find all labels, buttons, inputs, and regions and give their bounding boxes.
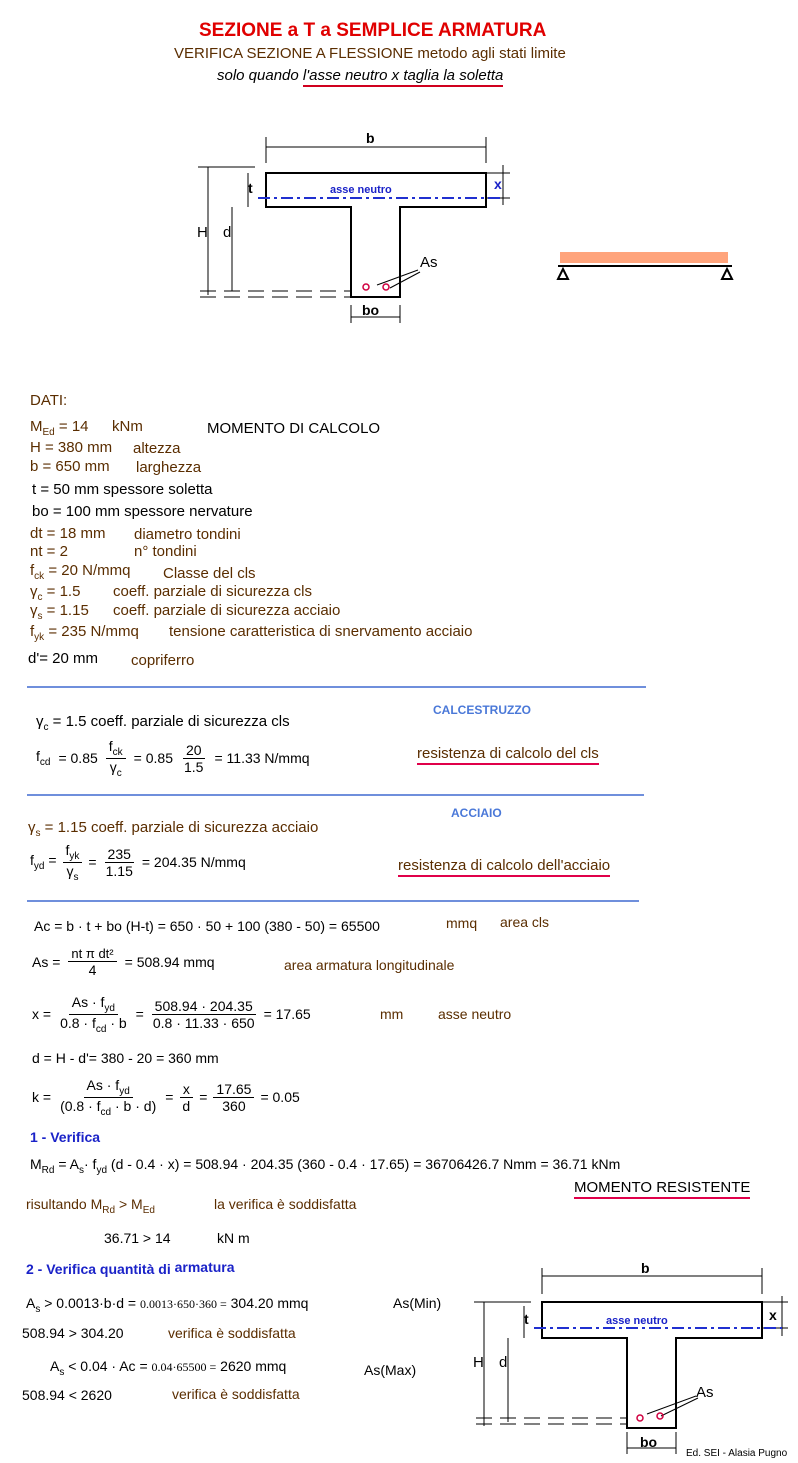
asmax-check-values: 508.94 < 2620 [22,1387,112,1403]
asmax-expr: < 0.04 · Ac = [64,1358,152,1374]
cls-gc-symbol: γ [36,713,44,730]
label-d-2: d [499,1354,508,1371]
dati-bo: bo = 100 mm spessore nervature [32,503,253,520]
verifica2-heading-a: 2 - Verifica quantità di [26,1261,175,1277]
verifica2-heading-b: armatura [174,1259,235,1275]
x-f1-den-text: 0.8 · f [60,1014,96,1031]
fyd-f1-num-sym: f [65,842,70,858]
fyk-value: = 235 [44,623,87,640]
med-sub: Ed [42,427,55,438]
mrd-expr3: (d - 0.4 · x) = 508.94 · 204.35 (360 - 0.4 · 17.65) = 36706426.7 Nmm = 36.71 kNm [107,1156,621,1172]
x-result: = 17.65 [263,1006,311,1023]
gs-symbol: γ [30,602,38,619]
cls-gc-sub: c [43,722,49,733]
label-As-2: As [696,1384,714,1401]
frac1-num-sub: ck [112,746,123,758]
dati-fck [30,562,130,582]
risultando-sub2: Ed [142,1204,155,1216]
dati-heading: DATI: [30,392,68,409]
k-formula [32,1077,300,1118]
ac-desc: area cls [500,914,550,930]
divider-1 [27,686,646,688]
cls-fcd-formula [36,738,310,779]
as-frac-den: 4 [88,962,97,978]
fyd-sub: yd [33,861,45,873]
page-note [217,67,503,84]
note-prefix: solo quando [217,67,303,84]
divider-3 [27,900,639,902]
dati-dp-desc: copriferro [131,652,195,669]
cls-heading: CALCESTRUZZO [433,703,531,717]
gs-value: = 1.15 [42,602,89,619]
x-f1-den-tail: · b [106,1014,127,1031]
fcd-eq1: = 0.85 [58,750,98,767]
fyd-eq: = [88,854,97,871]
asmax-lhs: A [50,1358,60,1374]
frac1-den-sub: c [116,767,122,779]
k-f1-num-text: As · f [86,1077,120,1093]
ac-formula: Ac = b · t + bo (H-t) = 650 · 50 + 100 (380 - 50) = 65500 [34,918,380,934]
as-lhs: As = [32,954,61,970]
k-eq1: = [165,1089,174,1106]
fyd-lhs: $f_{yd}$ = [30,852,57,873]
fck-symbol: f [30,562,35,579]
frac1-num-sym: f [108,738,113,754]
x-formula [32,994,311,1035]
x-unit: mm [380,1006,404,1022]
asmax-sub: s [59,1366,65,1378]
mrd-formula [30,1156,620,1176]
asmin-check: verifica è soddisfatta [168,1325,296,1341]
x-f1-num-sub: yd [104,1002,115,1014]
fyd-frac1-num [63,842,83,863]
label-bo: bo [362,302,380,318]
fyd-f1-den-sub: s [73,871,79,883]
fcd-frac1-num [106,738,126,759]
fyd-frac1 [63,842,83,883]
dati-dt: dt = 18 mm [30,525,106,542]
asmin-tag: As(Min) [393,1295,442,1311]
mrd-expr2: · f [84,1156,97,1172]
label-b-2: b [641,1260,650,1276]
t-section-diagram-top [190,125,530,325]
k-f1-den-text: (0.8 · f [60,1097,101,1114]
fyd-frac2 [103,846,136,879]
gs-desc: coeff. parziale di sicurezza acciaio [113,602,341,619]
asmax-result: 2620 mmq [216,1358,287,1374]
d-formula: d = H - d'= 380 - 20 = 360 mm [32,1050,219,1066]
fyd-result: = 204.35 N/mmq [141,854,246,871]
k-frac3-den: 360 [222,1097,246,1114]
gc-value: = 1.5 [42,583,81,600]
label-neutral-axis: asse neutro [330,184,392,196]
verifica1-heading: 1 - Verifica [30,1129,101,1145]
x-f1-num-text: As · f [71,994,105,1010]
dati-dt-desc: diametro tondini [134,526,241,543]
x-eq: = [135,1006,144,1023]
ac-unit: mmq [446,915,478,931]
label-x: x [494,176,502,192]
acc-gs-sub: s [35,828,41,839]
asmin-expr: > 0.0013·b·d = [40,1295,140,1311]
fcd-lhs [36,748,50,768]
dati-gs [30,602,89,622]
acc-gs-symbol: γ [28,819,36,836]
x-frac2-num: 508.94 · 204.35 [152,998,256,1015]
asmin-small: 0.0013·650·360 = [139,1297,227,1311]
dati-nt: nt = 2 [30,543,68,560]
dati-nt-desc: n° tondini [134,543,197,560]
fcd-result: = 11.33 N/mmq [214,750,310,767]
beam-load-area [560,252,728,263]
risultando-sub1: Rd [102,1204,116,1216]
x-desc: asse neutro [438,1006,512,1022]
compare-unit: kN m [217,1230,250,1246]
compare-values: 36.71 > 14 [104,1230,171,1246]
mrd-as-sub: s [79,1164,84,1176]
verifica2-heading [26,1261,235,1277]
med-desc: MOMENTO DI CALCOLO [207,420,381,437]
mrd-expr: = A [54,1156,79,1172]
fcd-frac2 [181,742,206,775]
asmin-lhs: A [26,1295,36,1311]
cls-label-text: resistenza di calcolo del cls [417,745,599,765]
k-frac1-num [84,1077,133,1098]
label-H-2: H [473,1354,484,1371]
label-d: d [223,224,232,241]
risultando-line [26,1196,155,1216]
fyk-unit: N/mmq [90,623,139,640]
k-frac3-num: 17.65 [213,1081,254,1098]
k-frac1 [57,1077,159,1118]
k-lhs: k = [32,1089,52,1106]
acciaio-label [398,857,610,874]
divider-2 [27,794,644,796]
fcd-symbol: f [36,748,40,765]
mrd-symbol: M [30,1156,42,1172]
fyd-frac2-num: 235 [105,846,134,863]
mrd-fyd-sub: yd [96,1164,108,1176]
fyk-symbol: f [30,623,35,640]
dati-gc [30,583,80,603]
as-frac-num: nt π dt² [68,946,116,962]
asmax-check: verifica è soddisfatta [172,1386,300,1402]
label-H: H [197,224,208,241]
fck-value: = 20 [44,562,78,579]
dati-H-desc: altezza [133,440,181,457]
label-x-2: x [769,1307,777,1323]
fyd-frac2-den: 1.15 [105,862,133,879]
dati-dp: d'= 20 mm [28,650,98,667]
gc-sub: c [37,592,43,603]
mrd-sub: Rd [41,1164,55,1176]
as-formula [32,946,215,978]
gc-symbol: γ [30,583,38,600]
asmax-formula [50,1358,286,1378]
x-frac1-num [69,994,118,1015]
med-unit: kNm [112,418,143,435]
frac1-den-sym: γ [109,758,117,775]
note-underlined: l'asse neutro x taglia la soletta [303,67,503,87]
page-subtitle: VERIFICA SEZIONE A FLESSIONE metodo agli stati limite [174,45,566,62]
fyk-desc: tensione caratteristica di snervamento acciaio [169,623,473,640]
fcd-frac1 [106,738,126,779]
fcd-eq2: = 0.85 [133,750,173,767]
fck-desc: Classe del cls [163,565,256,582]
fyd-frac1-den [63,863,81,883]
dati-H: H = 380 mm [30,439,113,456]
fcd-frac2-den: 1.5 [184,758,204,775]
label-t: t [248,180,253,196]
fyd-symbol: f [30,852,34,869]
k-result: = 0.05 [260,1089,300,1106]
med-value: = 14 [58,418,89,435]
k-frac2-num: x [180,1081,193,1098]
mrd-label-text: MOMENTO RESISTENTE [574,1179,750,1199]
label-b: b [366,130,375,146]
t-section-diagram-bottom [466,1256,796,1456]
dati-b: b = 650 mm [30,458,110,475]
acc-gs-text: = 1.15 coeff. parziale di sicurezza acciaio [40,819,319,836]
dati-b-desc: larghezza [136,459,202,476]
label-neutral-axis-2: asse neutro [606,1315,668,1327]
footer-credit: Ed. SEI - Alasia Pugno [686,1448,788,1459]
cls-gc-line [36,713,290,733]
risultando-mid: > M [115,1196,143,1212]
k-f1-den-sub: cd [100,1106,112,1118]
as-frac [68,946,116,978]
k-f1-num-sub: yd [119,1085,130,1097]
fyd-f1-num-sub: yk [69,850,80,862]
asmin-result: 304.20 mmq [226,1295,309,1311]
k-frac2 [179,1081,193,1114]
cls-gc-text: = 1.5 coeff. parziale di sicurezza cls [48,713,290,730]
k-frac1-den [57,1098,159,1118]
beam-schematic [550,245,740,285]
acciaio-label-text: resistenza di calcolo dell'acciaio [398,857,610,877]
page-title: SEZIONE a T a SEMPLICE ARMATURA [199,20,547,41]
asmax-small: 0.04·65500 = [151,1360,217,1374]
as-desc: area armatura longitudinale [284,957,455,973]
risultando-text: risultando M [26,1196,103,1212]
label-t-2: t [524,1311,529,1327]
asmin-formula [26,1295,308,1315]
support-right-icon [722,269,732,279]
gc-desc: coeff. parziale di sicurezza cls [113,583,312,600]
k-f1-den-tail: · b · d) [111,1097,157,1114]
x-frac1-den [57,1015,130,1035]
k-frac2-den: d [182,1097,191,1114]
dati-t: t = 50 mm spessore soletta [32,481,213,498]
acciaio-heading: ACCIAIO [451,806,502,820]
dati-med [30,418,89,438]
label-bo-2: bo [640,1434,658,1450]
asmax-tag: As(Max) [364,1362,417,1378]
k-frac3 [213,1081,254,1114]
fyd-f1-den-sym: γ [66,862,74,879]
gs-sub: s [37,611,43,622]
label-As: As [420,254,438,271]
x-frac2-den: 0.8 · 11.33 · 650 [152,1014,255,1031]
risultando-desc: la verifica è soddisfatta [214,1196,357,1212]
asmin-check-values: 508.94 > 304.20 [22,1325,124,1341]
cls-label [417,745,599,762]
support-left-icon [558,269,568,279]
dati-fyk [30,623,139,643]
med-symbol: M [30,418,43,435]
fck-sub: ck [34,571,45,582]
x-f1-den-sub: cd [95,1023,107,1035]
as-result: = 508.94 mmq [124,954,215,970]
fyk-sub: yk [34,632,45,643]
fcd-frac2-num: 20 [183,742,205,759]
k-eq2: = [199,1089,208,1106]
x-lhs: x = [32,1006,52,1023]
fcd-frac1-den [107,759,125,779]
asmin-sub: s [35,1303,41,1315]
x-frac2 [150,998,258,1031]
mrd-label [574,1179,750,1196]
acciaio-gs-line [28,819,318,839]
fcd-sub: cd [39,757,51,769]
x-frac1 [57,994,130,1035]
acciaio-fyd-formula [30,842,246,883]
fck-unit: N/mmq [82,562,131,579]
